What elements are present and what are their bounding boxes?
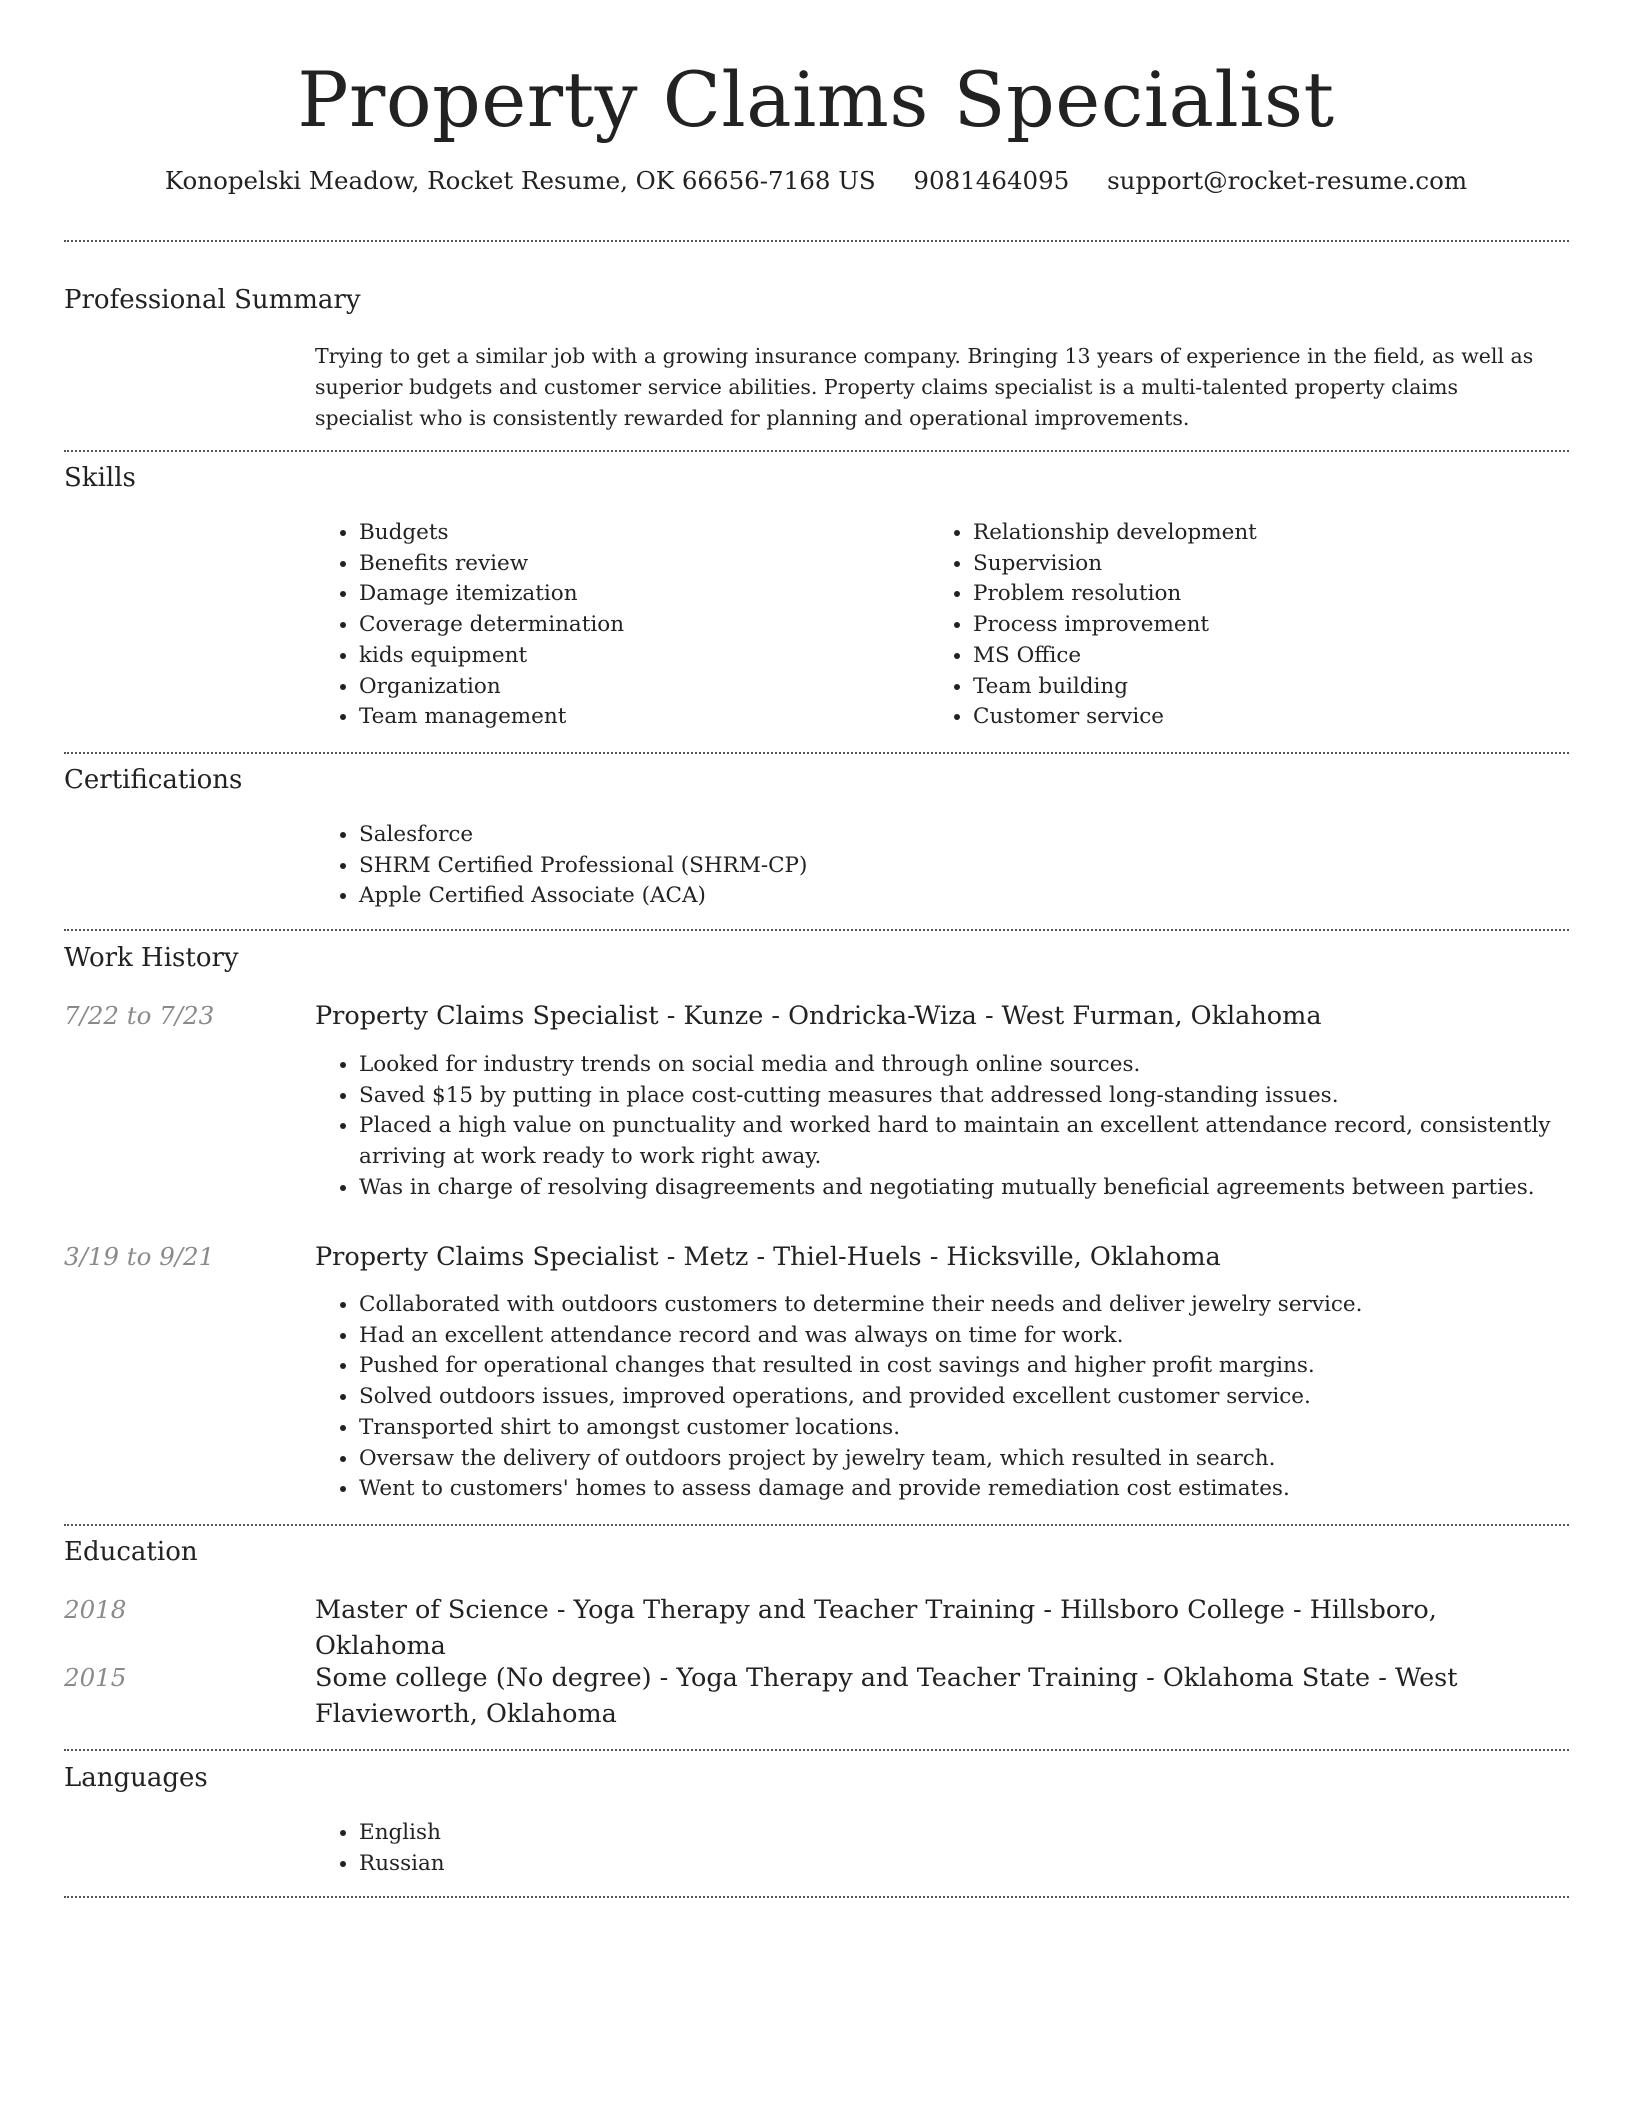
job-bullet: • Oversaw the delivery of outdoors project by jewelry team, which resulted in search. [359, 1444, 1589, 1475]
section-divider [64, 752, 1569, 754]
skill-item: • kids equipment [359, 641, 624, 672]
job-dates: 3/19 to 9/21 [64, 1242, 215, 1271]
education-year: 2018 [64, 1595, 127, 1624]
skill-item: • Problem resolution [973, 579, 1257, 610]
skill-item: • Benefits review [359, 549, 624, 580]
job-bullet: • Placed a high value on punctuality and worked hard to maintain an excellent attendance record, consistently arriving at work ready to work right away. [359, 1111, 1589, 1172]
education-entry: Some college (No degree) - Yoga Therapy and Teacher Training - Oklahoma State - West Flavieworth, Oklahoma [315, 1663, 1458, 1729]
summary-heading: Professional Summary [64, 285, 361, 315]
job-title: Property Claims Specialist - Metz - Thiel-Huels - Hicksville, Oklahoma [315, 1242, 1221, 1272]
job-title: Property Claims Specialist - Kunze - Ondricka-Wiza - West Furman, Oklahoma [315, 1001, 1322, 1031]
job-bullet: • Transported shirt to amongst customer locations. [359, 1413, 1589, 1444]
skills-heading: Skills [64, 463, 136, 493]
job-bullet: • Went to customers' homes to assess damage and provide remediation cost estimates. [359, 1474, 1589, 1505]
skills-list-left [315, 518, 624, 733]
certifications-list [315, 820, 807, 912]
skill-item: • Budgets [359, 518, 624, 549]
skill-item: • Team building [973, 672, 1257, 703]
education-entry: Master of Science - Yoga Therapy and Teacher Training - Hillsboro College - Hillsboro, Oklahoma [315, 1595, 1437, 1661]
skill-item: • Customer service [973, 702, 1257, 733]
section-divider [64, 240, 1569, 242]
work-history-heading: Work History [64, 943, 239, 973]
contact-email: support@rocket-resume.com [1107, 166, 1468, 195]
section-divider [64, 1524, 1569, 1526]
skill-item: • Team management [359, 702, 624, 733]
certification-item: • Salesforce [359, 820, 807, 851]
certification-item: • SHRM Certified Professional (SHRM-CP) [359, 851, 807, 882]
language-item: • Russian [359, 1849, 445, 1880]
job-bullet: • Collaborated with outdoors customers to determine their needs and deliver jewelry service. [359, 1290, 1589, 1321]
section-divider [64, 929, 1569, 931]
job-bullet: • Looked for industry trends on social media and through online sources. [359, 1050, 1589, 1081]
job-dates: 7/22 to 7/23 [64, 1001, 215, 1030]
summary-text: Trying to get a similar job with a growing insurance company. Bringing 13 years of experience in the field, as well as superior budgets and customer service abilities. Property claims specialist is a multi-talented property claims specialist who is consistently rewarded for planning and operational improvements. [315, 344, 1534, 430]
skill-item: • Coverage determination [359, 610, 624, 641]
section-divider [64, 1749, 1569, 1751]
job-bullet: • Was in charge of resolving disagreements and negotiating mutually beneficial agreements between parties. [359, 1173, 1589, 1204]
certification-item: • Apple Certified Associate (ACA) [359, 881, 807, 912]
certifications-heading: Certifications [64, 765, 243, 795]
contact-address: Konopelski Meadow, Rocket Resume, OK 66656-7168 US [164, 166, 876, 195]
skill-item: • Organization [359, 672, 624, 703]
resume-header [0, 0, 1632, 198]
contact-phone: 9081464095 [913, 166, 1070, 195]
skill-item: • Damage itemization [359, 579, 624, 610]
section-divider [64, 1896, 1569, 1898]
skill-item: • MS Office [973, 641, 1257, 672]
skills-list-right [929, 518, 1257, 733]
resume-title: Property Claims Specialist [297, 55, 1335, 144]
job-bullet: • Solved outdoors issues, improved operations, and provided excellent customer service. [359, 1382, 1589, 1413]
job-bullet: • Had an excellent attendance record and was always on time for work. [359, 1321, 1589, 1352]
contact-line [0, 164, 1632, 198]
section-divider [64, 450, 1569, 452]
job-bullet: • Pushed for operational changes that resulted in cost savings and higher profit margins. [359, 1351, 1589, 1382]
languages-heading: Languages [64, 1763, 208, 1793]
skill-item: • Relationship development [973, 518, 1257, 549]
skill-item: • Process improvement [973, 610, 1257, 641]
job-bullet: • Saved $15 by putting in place cost-cutting measures that addressed long-standing issues. [359, 1081, 1589, 1112]
skill-item: • Supervision [973, 549, 1257, 580]
education-heading: Education [64, 1537, 198, 1567]
job-bullets [315, 1050, 1589, 1204]
language-item: • English [359, 1818, 445, 1849]
languages-list [315, 1818, 445, 1879]
job-bullets [315, 1290, 1589, 1505]
education-year: 2015 [64, 1663, 127, 1692]
